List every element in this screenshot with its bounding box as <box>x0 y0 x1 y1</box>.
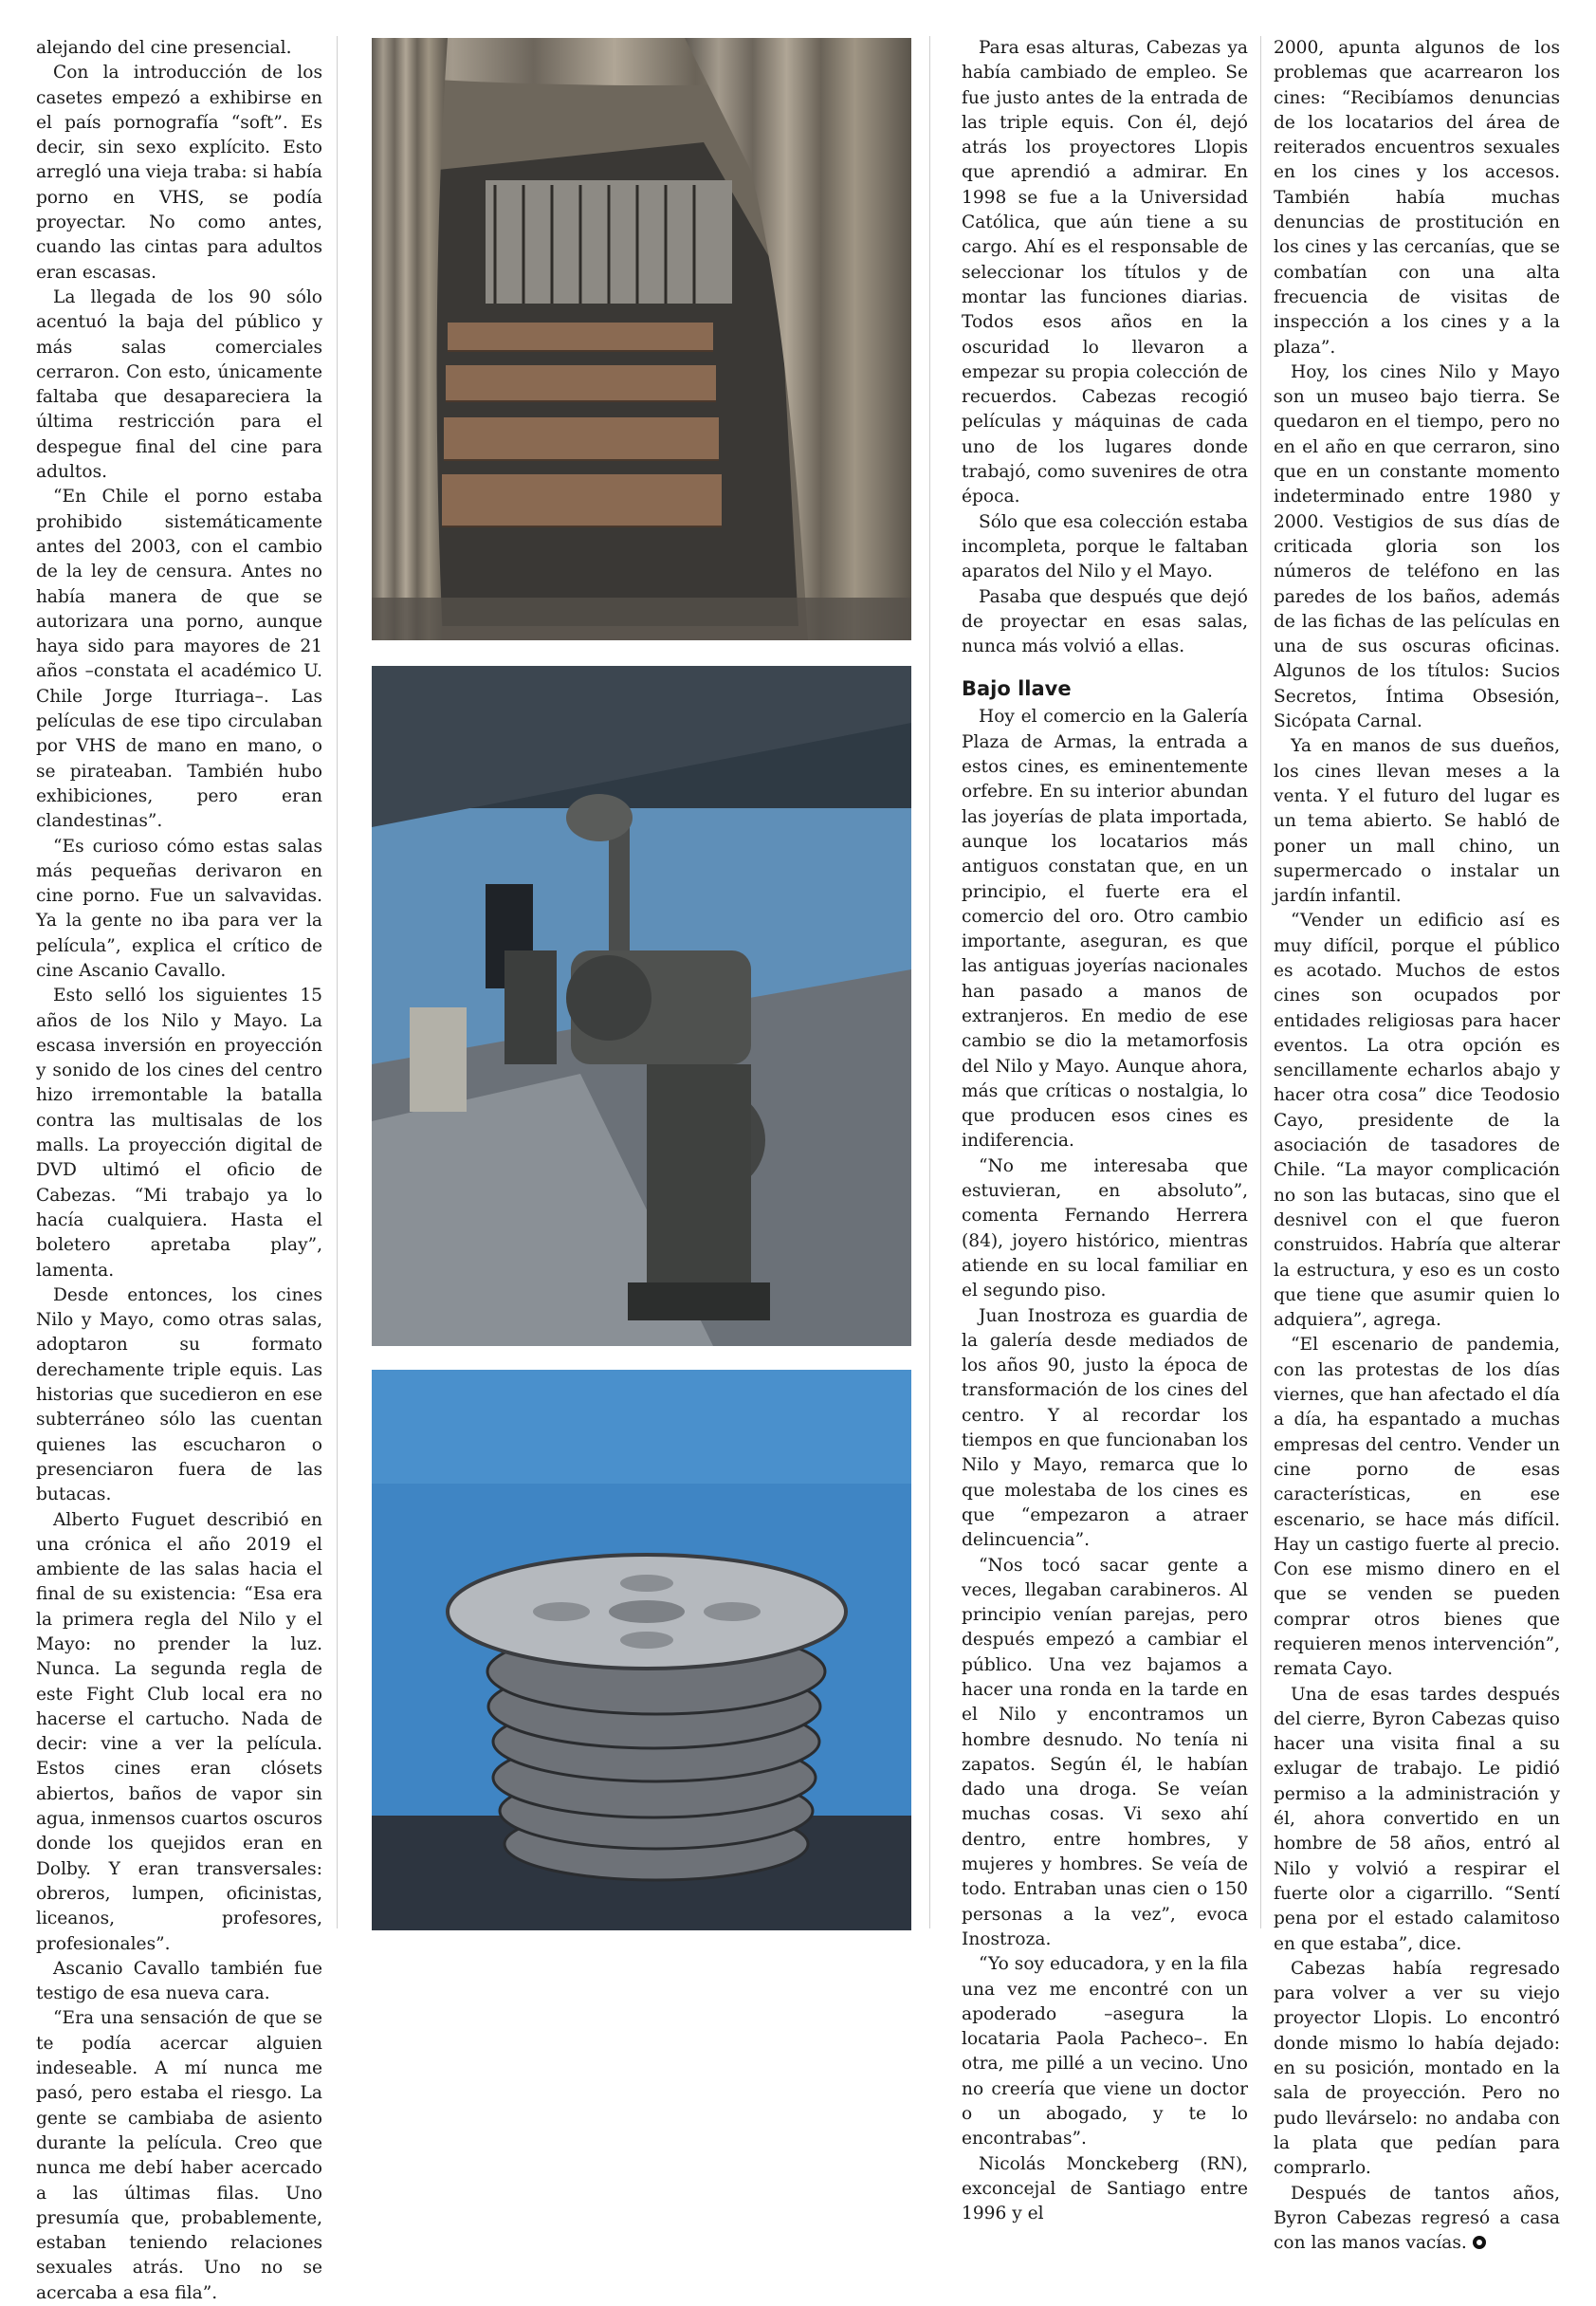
column-divider <box>929 36 930 1928</box>
paragraph: “Vender un edificio así es muy difícil, porque el público es acotado. Muchos de estos cines son ocupados por entidades religiosas para hacer eventos. La otra opción es sencillamente echarlos abajo y hacer otra cosa” dice Teodosio Cayo, presidente de la asociación de tasadores de Chile. “La mayor complicación no son las butacas, sino que el desnivel con el que fueron construidos. Habría que alterar la estructura, y eso es un costo que tiene que asumir quien lo adquiera”, agrega. <box>1274 911 1560 1331</box>
paragraph: “Es curioso cómo estas salas más pequeñas derivaron en cine porno. Fue un salvavidas. Ya la gente no iba para ver la película”, explica el crítico de cine Ascanio Cavallo. <box>36 836 322 981</box>
paragraph: Sólo que esa colección estaba incompleta, porque le faltaban aparatos del Nilo y el Mayo. <box>962 511 1248 582</box>
paragraph: Cabezas había regresado para volver a ver su viejo proyector Llopis. Lo encontró donde mismo lo había dejado: en su posición, montado en la sala de proyección. Pero no pudo llevárselo: no andaba con la plata que pedían para comprarlo. <box>1274 1958 1560 2179</box>
paragraph: Esto selló los siguientes 15 años de los Nilo y Mayo. La escasa inversión en proyección y sonido de los cines del centro hizo irremontable la batalla contra las multisalas de los malls. La proyección digital de DVD ultimó el oficio de Cabezas. “Mi trabajo ya lo hacía cualquiera. Hasta el boletero apretaba play”, lamenta. <box>36 986 322 1281</box>
paragraph: “El escenario de pandemia, con las protestas de los días viernes, que han afectado el día a día, ha espantado a muchas empresas del centro. Vender un cine porno de esas características, en ese escenario, se hace más difícil. Hay un castigo fuerte al precio. Con ese mismo dinero en el que se venden se pueden comprar otros bienes que requieren menos intervención”, remata Cayo. <box>1274 1335 1560 1680</box>
paragraph: Hoy, los cines Nilo y Mayo son un museo bajo tierra. Se quedaron en el tiempo, pero no en el año en que cerraron, sino que en un constante momento indeterminado entre 1980 y 2000. Vestigios de sus días de criticada gloria son los números de teléfono en las paredes de los baños, además de las fichas de las películas en una de sus oscuras oficinas. Algunos de los títulos: Sucios Secretos, Íntima Obsesión, Sicópata Carnal. <box>1274 361 1560 732</box>
article-column-3 <box>962 36 1248 2227</box>
paragraph: La llegada de los 90 sólo acentuó la baja del público y más salas comerciales cerraron. Con esto, únicamente faltaba que desapareciera la última restricción para el despegue final del cine para adultos. <box>36 286 322 483</box>
paragraph <box>1274 2182 1560 2257</box>
paragraph: Nicolás Monckeberg (RN), exconcejal de Santiago entre 1996 y el <box>962 2153 1248 2224</box>
column-divider <box>337 36 338 1928</box>
photo-projector-room <box>372 666 911 1346</box>
section-heading: Bajo llave <box>962 677 1072 701</box>
paragraph: Pasaba que después que dejó de proyectar en esas salas, nunca más volvió a ellas. <box>962 586 1248 657</box>
article-column-1 <box>36 36 322 2306</box>
paragraph: Desde entonces, los cines Nilo y Mayo, como otras salas, adoptaron su formato derechamente triple equis. Las historias que sucedieron en ese subterráneo sólo las cuentan quienes las escucharon o presenciaron fuera de las butacas. <box>36 1284 322 1505</box>
paragraph: “En Chile el porno estaba prohibido sistemáticamente antes del 2003, con el cambio de la ley de censura. Antes no había manera de que se autorizara una porno, aunque haya sido para mayores de 21 años –constata el académico U. Chile Jorge Iturriaga–. Las películas de ese tipo circulaban por VHS de mano en mano, o se pirateaban. También hubo exhibiciones, pero eran clandestinas”. <box>36 487 322 832</box>
paragraph: “No me interesaba que estuvieran, en absoluto”, comenta Fernando Herrera (84), joyero histórico, mientras atiende en su local familiar en el segundo piso. <box>962 1155 1248 1301</box>
column-divider <box>1260 36 1261 1928</box>
paragraph: Alberto Fuguet describió en una crónica el año 2019 el ambiente de las salas hacia el final de su existencia: “Esa era la primera regla del Nilo y el Mayo: no prender la luz. Nunca. La segunda regla de este Fight Club local era no hacerse el cartucho. Nada de decir: vine a ver la película. Estos cines eran clósets abiertos, baños de vapor sin agua, inmensos cuartos oscuros donde los quejidos eran en Dolby. Y eran transversales: obreros, lumpen, oficinistas, liceanos, profesores, profesionales”. <box>36 1509 322 1954</box>
paragraph: 2000, apunta algunos de los problemas que acarrearon los cines: “Recibíamos denuncias de los locatarios del área de reiterados encuentros sexuales en los cines y los accesos. También había muchas denuncias de prostitución en los cines y las cercanías, que se combatían con una alta frecuencia de visitas de inspección a los cines y a la plaza”. <box>1274 38 1560 358</box>
photo-film-reels <box>372 1370 911 1930</box>
paragraph: Ya en manos de sus dueños, los cines llevan meses a la venta. Y el futuro del lugar es un tema abierto. Se habló de poner un mall chino, un supermercado o instalar un jardín infantil. <box>1274 736 1560 907</box>
paragraph: Juan Inostroza es guardia de la galería desde mediados de los años 90, justo la época de transformación de los cines del centro. Y al recordar los tiempos en que funcionaban los Nilo y Mayo, remarca que lo que molestaba de los cines es que “empezaron a atraer delincuencia”. <box>962 1305 1248 1551</box>
paragraph: “Yo soy educadora, y en la fila una vez me encontré con un apoderado –asegura la locataria Paola Pacheco–. En otra, me pillé a un vecino. Uno no creería que viene un doctor o un abogado, y te lo encontrabas”. <box>962 1954 1248 2149</box>
paragraph: “Era una sensación de que se te podía acercar alguien indeseable. A mí nunca me pasó, pero estaba el riesgo. La gente se cambiaba de asiento durante la película. Creo que nunca me debí haber acercado a las últimas filas. Uno presumía que, probablemente, estaban teniendo relaciones sexuales atrás. Uno no se acercaba a esa fila”. <box>36 2008 322 2303</box>
paragraph: Ascanio Cavallo también fue testigo de esa nueva cara. <box>36 1958 322 2004</box>
paragraph: “Nos tocó sacar gente a veces, llegaban carabineros. Al principio venían parejas, pero después empezó a cambiar el público. Una vez bajamos a hacer una ronda en la tarde en el Nilo y encontramos un hombre desnudo. No tenía ni zapatos. Según él, le habían dado una droga. Se veían muchas cosas. Vi sexo ahí dentro, entre hombres, y mujeres y hombres. Se veía de todo. Entraban unas cien o 150 personas a la vez”, evoca Inostroza. <box>962 1555 1248 1949</box>
paragraph-text: Después de tantos años, Byron Cabezas regresó a casa con las manos vacías. <box>1274 2183 1560 2254</box>
paragraph: Para esas alturas, Cabezas ya había cambiado de empleo. Se fue justo antes de la entrada de las triple equis. Con él, dejó atrás los proyectores Llopis que aprendió a admirar. En 1998 se fue a la Universidad Católica, que aún tiene a su cargo. Ahí es el responsable de seleccionar los títulos y de montar las funciones diarias. Todos esos años en la oscuridad lo llevaron a empezar su propia colección de recuerdos. Cabezas recogió películas y máquinas de cada uno de los lugares donde trabajó, como suvenires de otra época. <box>962 38 1248 507</box>
paragraph: Con la introducción de los casetes empezó a exhibirse en el país pornografía “soft”. Es decir, sin sexo explícito. Esto arregló una vieja traba: si había porno en VHS, se podía proyectar. No como antes, cuando las cintas para adultos eran escasas. <box>36 63 322 283</box>
end-of-article-icon <box>1473 2236 1486 2249</box>
paragraph: alejando del cine presencial. <box>36 38 292 58</box>
paragraph: Una de esas tardes después del cierre, Byron Cabezas quiso hacer una visita final a su exlugar de trabajo. Le pidió permiso a la administración y él, ahora convertido en un hombre de 58 años, entró al Nilo y volvió a respirar el fuerte olor a cigarrillo. “Sentí pena por el estado calamitoso en que estaba”, dice. <box>1274 1684 1560 1954</box>
photo-cinema-curtain <box>372 38 911 640</box>
article-column-4 <box>1274 36 1560 2256</box>
paragraph: Hoy el comercio en la Galería Plaza de Armas, la entrada a estos cines, es eminentemente orfebre. En su interior abundan las joyerías de plata importada, aunque los locatarios más antiguos constatan que, en un principio, el fuerte era el comercio del oro. Otro cambio importante, aseguran, es que las antiguas joyerías nacionales han pasado a manos de extranjeros. En medio de ese cambio se dio la metamorfosis del Nilo y Mayo. Aunque ahora, más que críticas o nostalgia, lo que producen esos cines es indiferencia. <box>962 707 1248 1152</box>
